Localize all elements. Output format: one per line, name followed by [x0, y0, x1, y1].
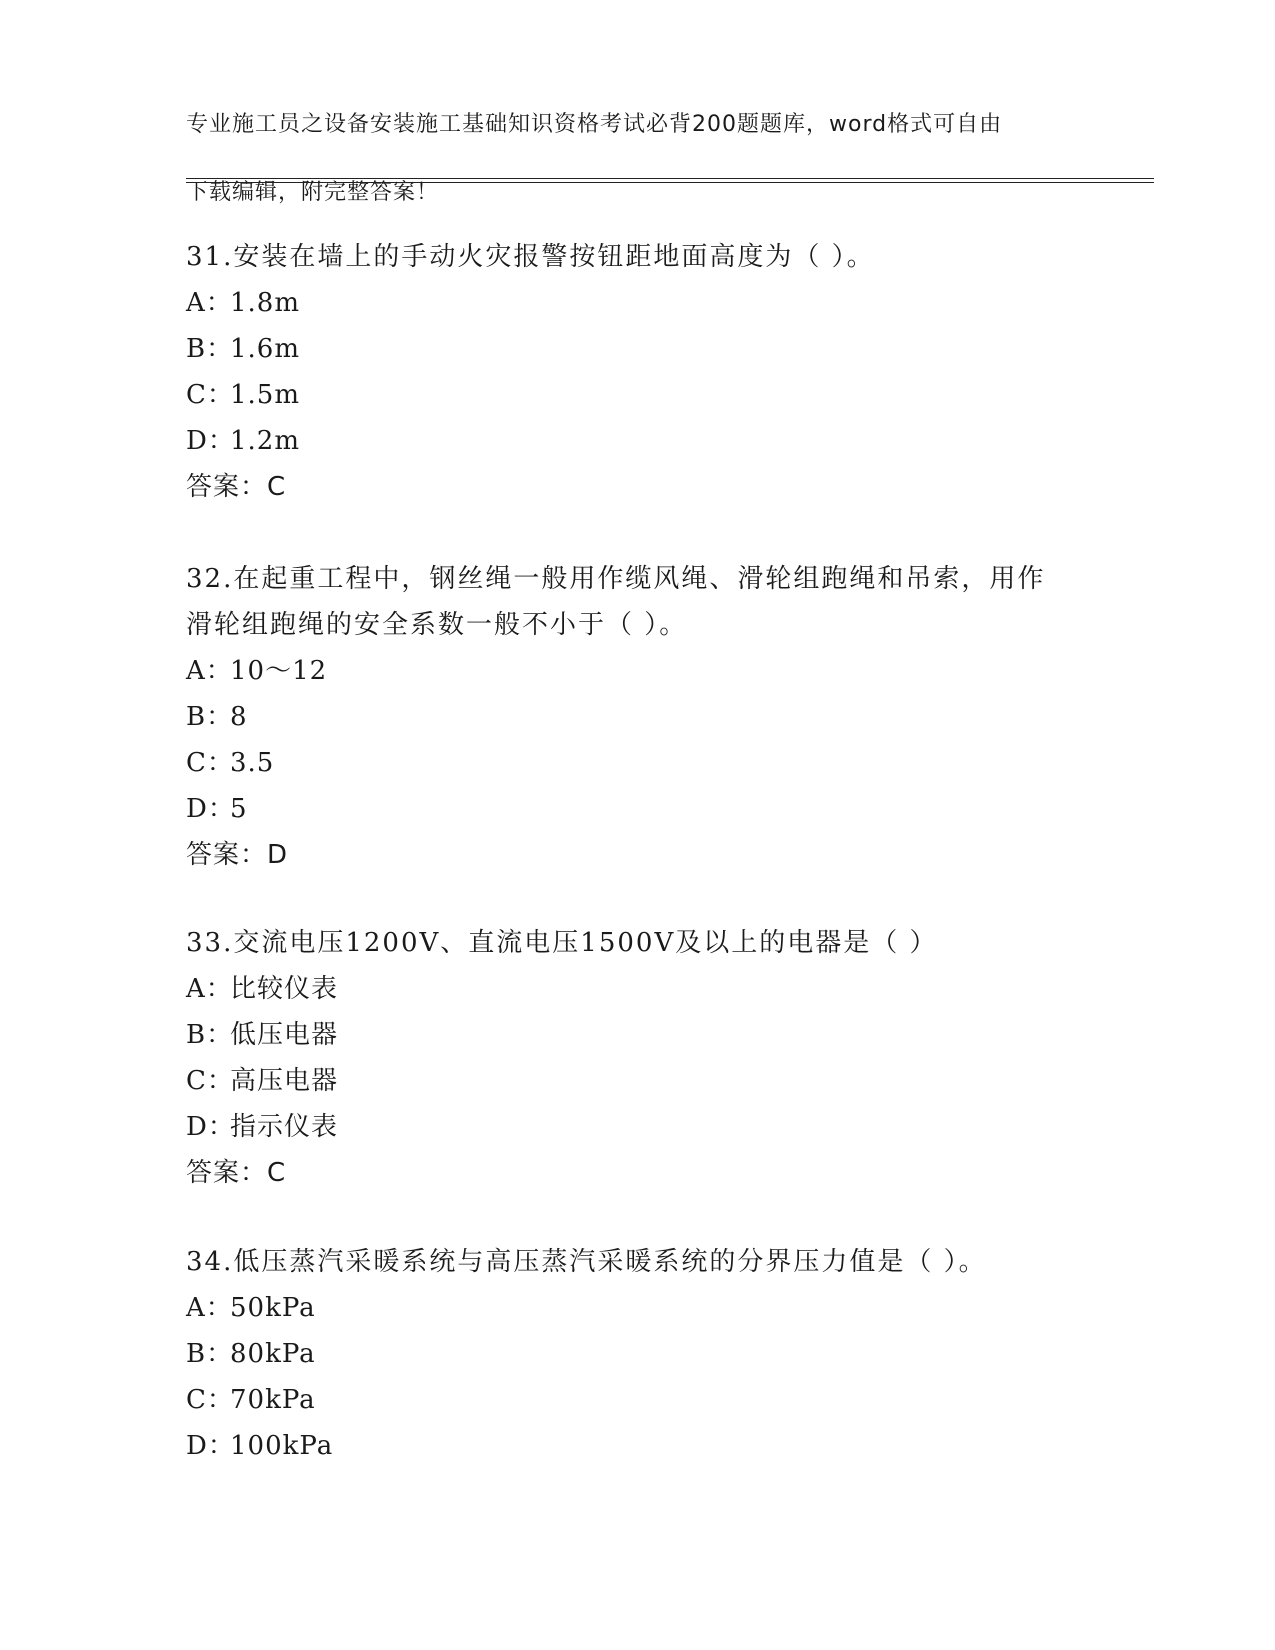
- option-a: [186, 1285, 1086, 1331]
- header-line-1: 专业施工员之设备安装施工基础知识资格考试必背200题题库，word格式可自由: [186, 112, 1003, 137]
- option-b: [186, 694, 1086, 740]
- option-key: A：: [186, 974, 233, 1004]
- option-text: 1.6m: [230, 334, 301, 364]
- option-key: B：: [186, 1339, 234, 1369]
- option-text: 低压电器: [230, 1020, 339, 1050]
- option-text: 10～12: [230, 656, 328, 686]
- header-divider-bottom: [186, 182, 1154, 183]
- question-34: [186, 1239, 1086, 1469]
- option-key: A：: [186, 288, 233, 318]
- option-text: 8: [230, 702, 248, 732]
- option-key: B：: [186, 334, 234, 364]
- option-text: 指示仪表: [230, 1112, 339, 1142]
- option-text: 1.5m: [230, 380, 301, 410]
- option-d: [186, 418, 1086, 464]
- option-b: [186, 1012, 1086, 1058]
- option-c: [186, 740, 1086, 786]
- option-key: B：: [186, 1020, 234, 1050]
- option-key: C：: [186, 380, 234, 410]
- option-key: B：: [186, 702, 234, 732]
- option-key: A：: [186, 656, 233, 686]
- option-text: 50kPa: [230, 1293, 316, 1323]
- option-c: [186, 372, 1086, 418]
- option-text: 5: [230, 794, 248, 824]
- option-text: 1.2m: [230, 426, 301, 456]
- question-stem: 33.交流电压1200V、直流电压1500V及以上的电器是（ ）: [186, 928, 938, 958]
- question-33: [186, 920, 1086, 1196]
- question-stem: 34.低压蒸汽采暖系统与高压蒸汽采暖系统的分界压力值是（ ）。: [186, 1247, 987, 1277]
- option-key: C：: [186, 1066, 234, 1096]
- option-a: [186, 966, 1086, 1012]
- option-text: 1.8m: [230, 288, 301, 318]
- option-text: 比较仪表: [230, 974, 339, 1004]
- option-key: C：: [186, 1385, 234, 1415]
- option-c: [186, 1058, 1086, 1104]
- question-stem: 32.在起重工程中，钢丝绳一般用作缆风绳、滑轮组跑绳和吊索，用作 滑轮组跑绳的安全系数一般不小于（ ）。: [186, 564, 1046, 640]
- answer-line: 答案：D: [186, 840, 289, 870]
- option-key: D：: [186, 1112, 235, 1142]
- option-key: D：: [186, 426, 235, 456]
- option-key: D：: [186, 1431, 235, 1461]
- header-line-2: 下载编辑，附完整答案！: [186, 180, 440, 205]
- header-divider-top: [186, 178, 1154, 179]
- option-key: D：: [186, 794, 235, 824]
- option-text: 高压电器: [230, 1066, 339, 1096]
- option-c: [186, 1377, 1086, 1423]
- option-text: 100kPa: [230, 1431, 334, 1461]
- option-b: [186, 1331, 1086, 1377]
- option-a: [186, 648, 1086, 694]
- question-stem: 31.安装在墙上的手动火灾报警按钮距地面高度为（ ）。: [186, 242, 875, 272]
- answer-line: 答案：C: [186, 472, 287, 502]
- option-d: [186, 1423, 1086, 1469]
- option-text: 70kPa: [230, 1385, 316, 1415]
- option-d: [186, 786, 1086, 832]
- answer-line: 答案：C: [186, 1158, 287, 1188]
- option-b: [186, 326, 1086, 372]
- option-text: 80kPa: [230, 1339, 316, 1369]
- option-text: 3.5: [230, 748, 275, 778]
- option-a: [186, 280, 1086, 326]
- option-key: A：: [186, 1293, 233, 1323]
- question-32: [186, 556, 1086, 878]
- option-d: [186, 1104, 1086, 1150]
- document-header: [186, 74, 1066, 244]
- question-31: [186, 234, 1086, 510]
- option-key: C：: [186, 748, 234, 778]
